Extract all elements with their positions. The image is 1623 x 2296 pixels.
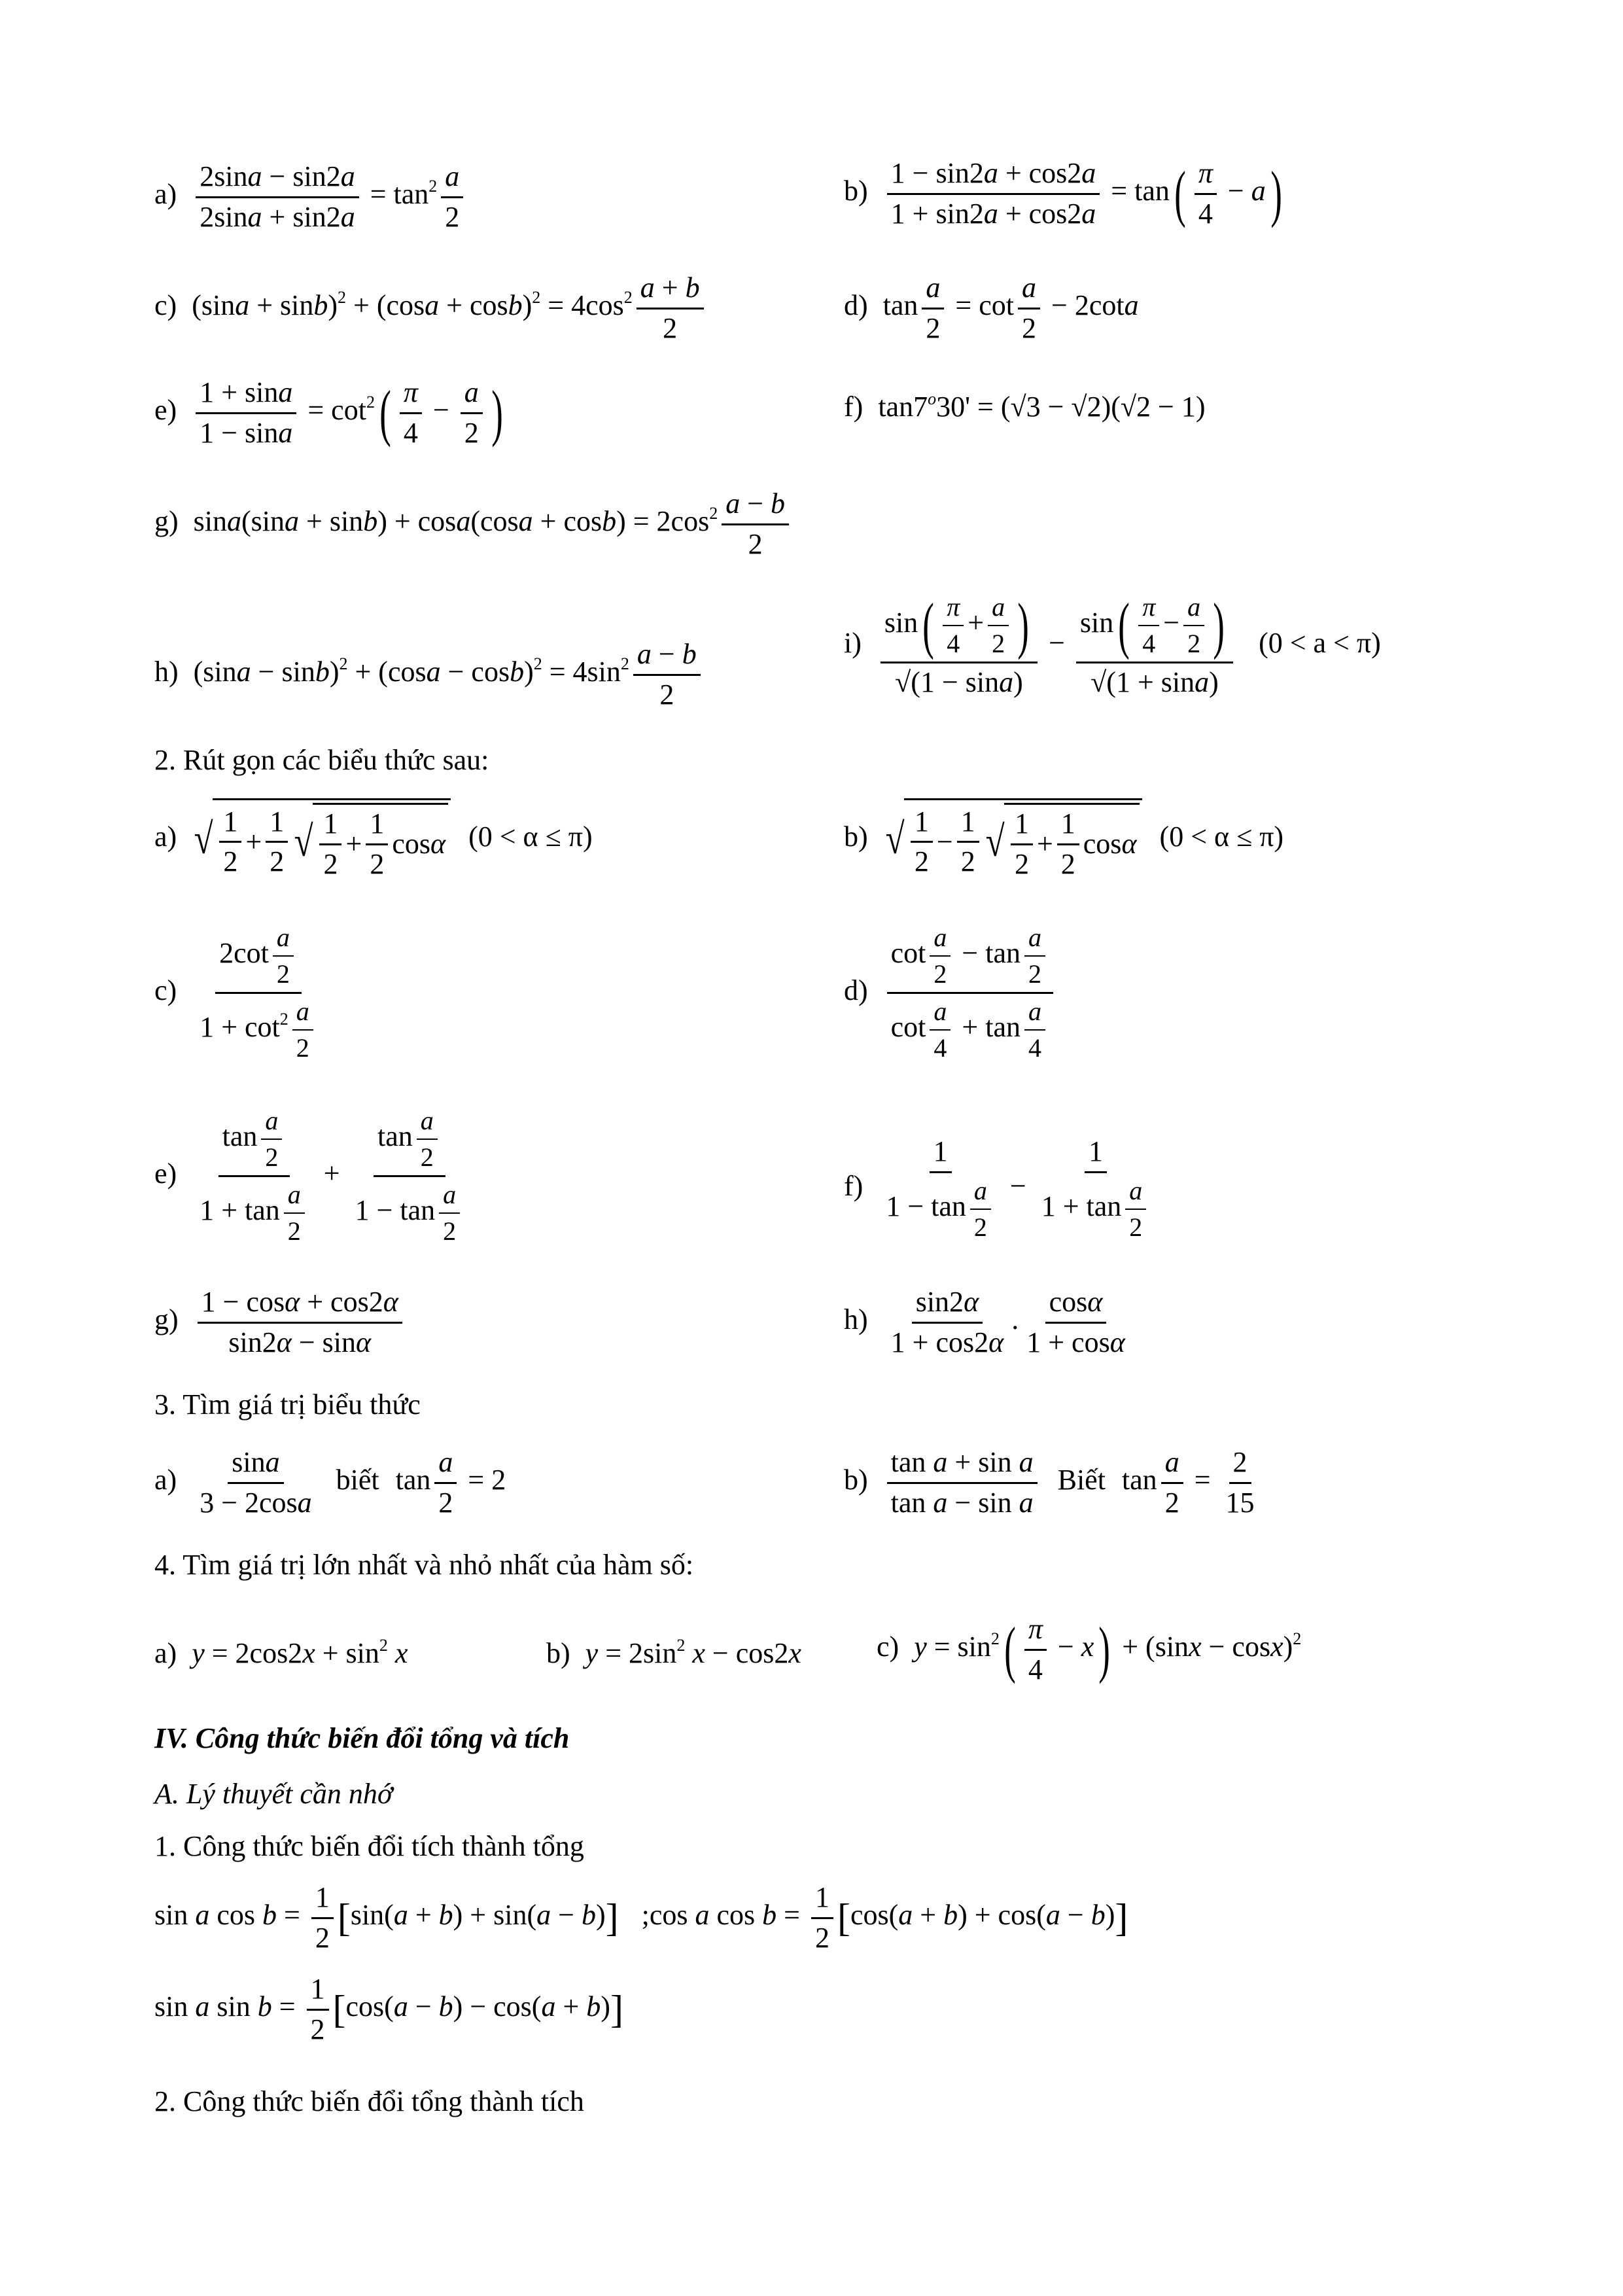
eq-2g: g) $\frac{1 - \cos\alpha + \cos 2\alpha}{\sin 2\alpha - \sin\alpha}$ [154,1286,406,1359]
label-4b: b) [546,1637,570,1669]
eq-2c: c) 2cot $\frac{a}{2}$ $1 + \cot^2$ $\frac{a}{2}$ [154,923,325,1063]
eq-2e: e) tan $\frac{a}{2}$ 1 + tan $\frac{a}{2}$ + tan $\frac{a}{2}$ 1 − tan $\frac{a}{2}$ [154,1106,472,1246]
label-1f: f) [844,391,864,423]
label-1i: i) [844,626,862,659]
cond-2b: (0 < α ≤ π) [1159,821,1284,853]
eq-3b: b) $\frac{\text{tan a + sin a}}{\text{tan a − sin a}}$ Biết tan $\frac{a}{2}$ = $\frac{2}{15}$ [844,1446,1255,1519]
formula-sin-sin: sin a sin b = $\frac{1}{2}$ [cos(a − b) − cos(a + b)] [154,1973,623,2045]
section-subtitle: A. Lý thuyết cần nhớ [154,1778,393,1810]
eq-4b: b) $y = 2\sin^2$ x − cos2x [546,1636,801,1669]
item-1: 1. Công thức biến đổi tích thành tổng [154,1830,584,1862]
eq-4c: c) $y = \sin^2$( $\frac{\pi}{4}$ − $x) + (\sin x - \cos x)^2$ [877,1613,1302,1686]
label-2h: h) [844,1303,868,1336]
given-3b: Biết [1057,1464,1106,1496]
given-3a: biết [336,1464,379,1496]
cond-2a: (0 < α ≤ π) [468,821,593,853]
eq-1h: h) $(\sin a - \sin b)^2 + (\cos a - \cos b)^2 = 4\sin^2$ $\frac{a - b}{2}$ [154,638,705,711]
heading-2: 2. Rút gọn các biểu thức sau: [154,744,489,776]
eq-1d: d) tan $\frac{a}{2}$ = cot $\frac{a}{2}$ − 2cota [844,272,1139,344]
eq-2a: a) √ 1 2 + 1 2 √ 1 2 + 1 2 cos α (0 < α ≤ π) [154,798,593,881]
section-title: IV. Công thức biến đổi tổng và tích [154,1722,570,1754]
label-2g: g) [154,1303,179,1336]
label-4c: c) [877,1631,899,1663]
item-2: 2. Công thức biến đổi tổng thành tích [154,2085,584,2117]
cond-1i: (0 < a < π) [1259,626,1381,659]
label-4a: a) [154,1637,177,1669]
eq-1a: a) $\frac{2\sin a - \sin 2a}{2\sin a + \sin 2a}$ = $\tan^2$ $\frac{a}{2}$ [154,160,467,234]
label-2a: a) [154,821,177,853]
eq-2d: d) cot $\frac{a}{2}$ − tan $\frac{a}{2}$ cot $\frac{a}{4}$ + tan $\frac{a}{4}$ [844,923,1057,1063]
label-1a: a) [154,178,177,211]
label-2f: f) [844,1169,864,1202]
eq-3a: a) $\frac{\sin a}{3 - 2\cos a}$ biết tan $\frac{a}{2}$ = 2 [154,1446,506,1519]
label-2e: e) [154,1157,177,1190]
eq-2b: b) √ 1 2 − 1 2 √ 1 2 + 1 2 cos α (0 < α ≤ π) [844,798,1283,881]
label-1b: b) [844,175,868,207]
eq-4a: a) $y = 2\cos 2x + \sin^2 x$ [154,1636,408,1669]
eq-2f: f) 1 1 − tan $\frac{a}{2}$ − 1 1 + tan $\frac{a}{2}$ [844,1135,1158,1243]
label-1e: e) [154,394,177,427]
eq-1i: i) sin( $\frac{\pi}{4}$ + $\frac{a}{2}$ ) √(1 − sina) − sin( $\frac{\pi}{4}$ − $\frac{a}{2}$ ) √(1 + sina) (0 < a < π) [844,590,1381,698]
heading-3: 3. Tìm giá trị biểu thức [154,1388,421,1421]
label-2d: d) [844,974,868,1006]
eq-1f: f) $\tan 7^o30' = (√3 - √2)(√2 - 1)$ [844,389,1206,423]
label-2b: b) [844,821,868,853]
eq-1e: e) $\frac{1 + \sin a}{1 - \sin a}$ = $\cot^2$( $\frac{\pi}{4}$ − $\frac{a}{2}$ ) [154,376,503,449]
eq-1g: g) $\sin a(\sin a + \sin b) + \cos a(\cos a + \cos b) = 2\cos^2$ $\frac{a - b}{2}$ [154,487,793,561]
formula-sin-cos: sin a cos b = $\frac{1}{2}$ [sin(a + b) + sin(a − b)] ;cos a cos b = $\frac{1}{2}$ [cos(a + b) + cos(a − b)] [154,1881,1128,1954]
label-1g: g) [154,505,179,538]
label-2c: c) [154,974,177,1006]
eq-1b: b) $\frac{1 - \sin 2a + \cos 2a}{1 + \sin 2a + \cos 2a}$ = tan( $\frac{\pi}{4}$ − a) [844,157,1282,230]
label-1h: h) [154,656,179,688]
label-1d: d) [844,289,868,322]
heading-4: 4. Tìm giá trị lớn nhất và nhỏ nhất của hàm số: [154,1549,694,1581]
label-3b: b) [844,1464,868,1496]
label-3a: a) [154,1464,177,1496]
label-1c: c) [154,289,177,322]
eq-1c: c) $(\sin a + \sin b)^2 + (\cos a + \cos b)^2 = 4\cos^2$ $\frac{a + b}{2}$ [154,272,708,345]
eq-2h: h) $\frac{\sin 2\alpha}{1 + \cos 2\alpha}$ . $\frac{\cos\alpha}{1 + \cos\alpha}$ [844,1286,1125,1358]
